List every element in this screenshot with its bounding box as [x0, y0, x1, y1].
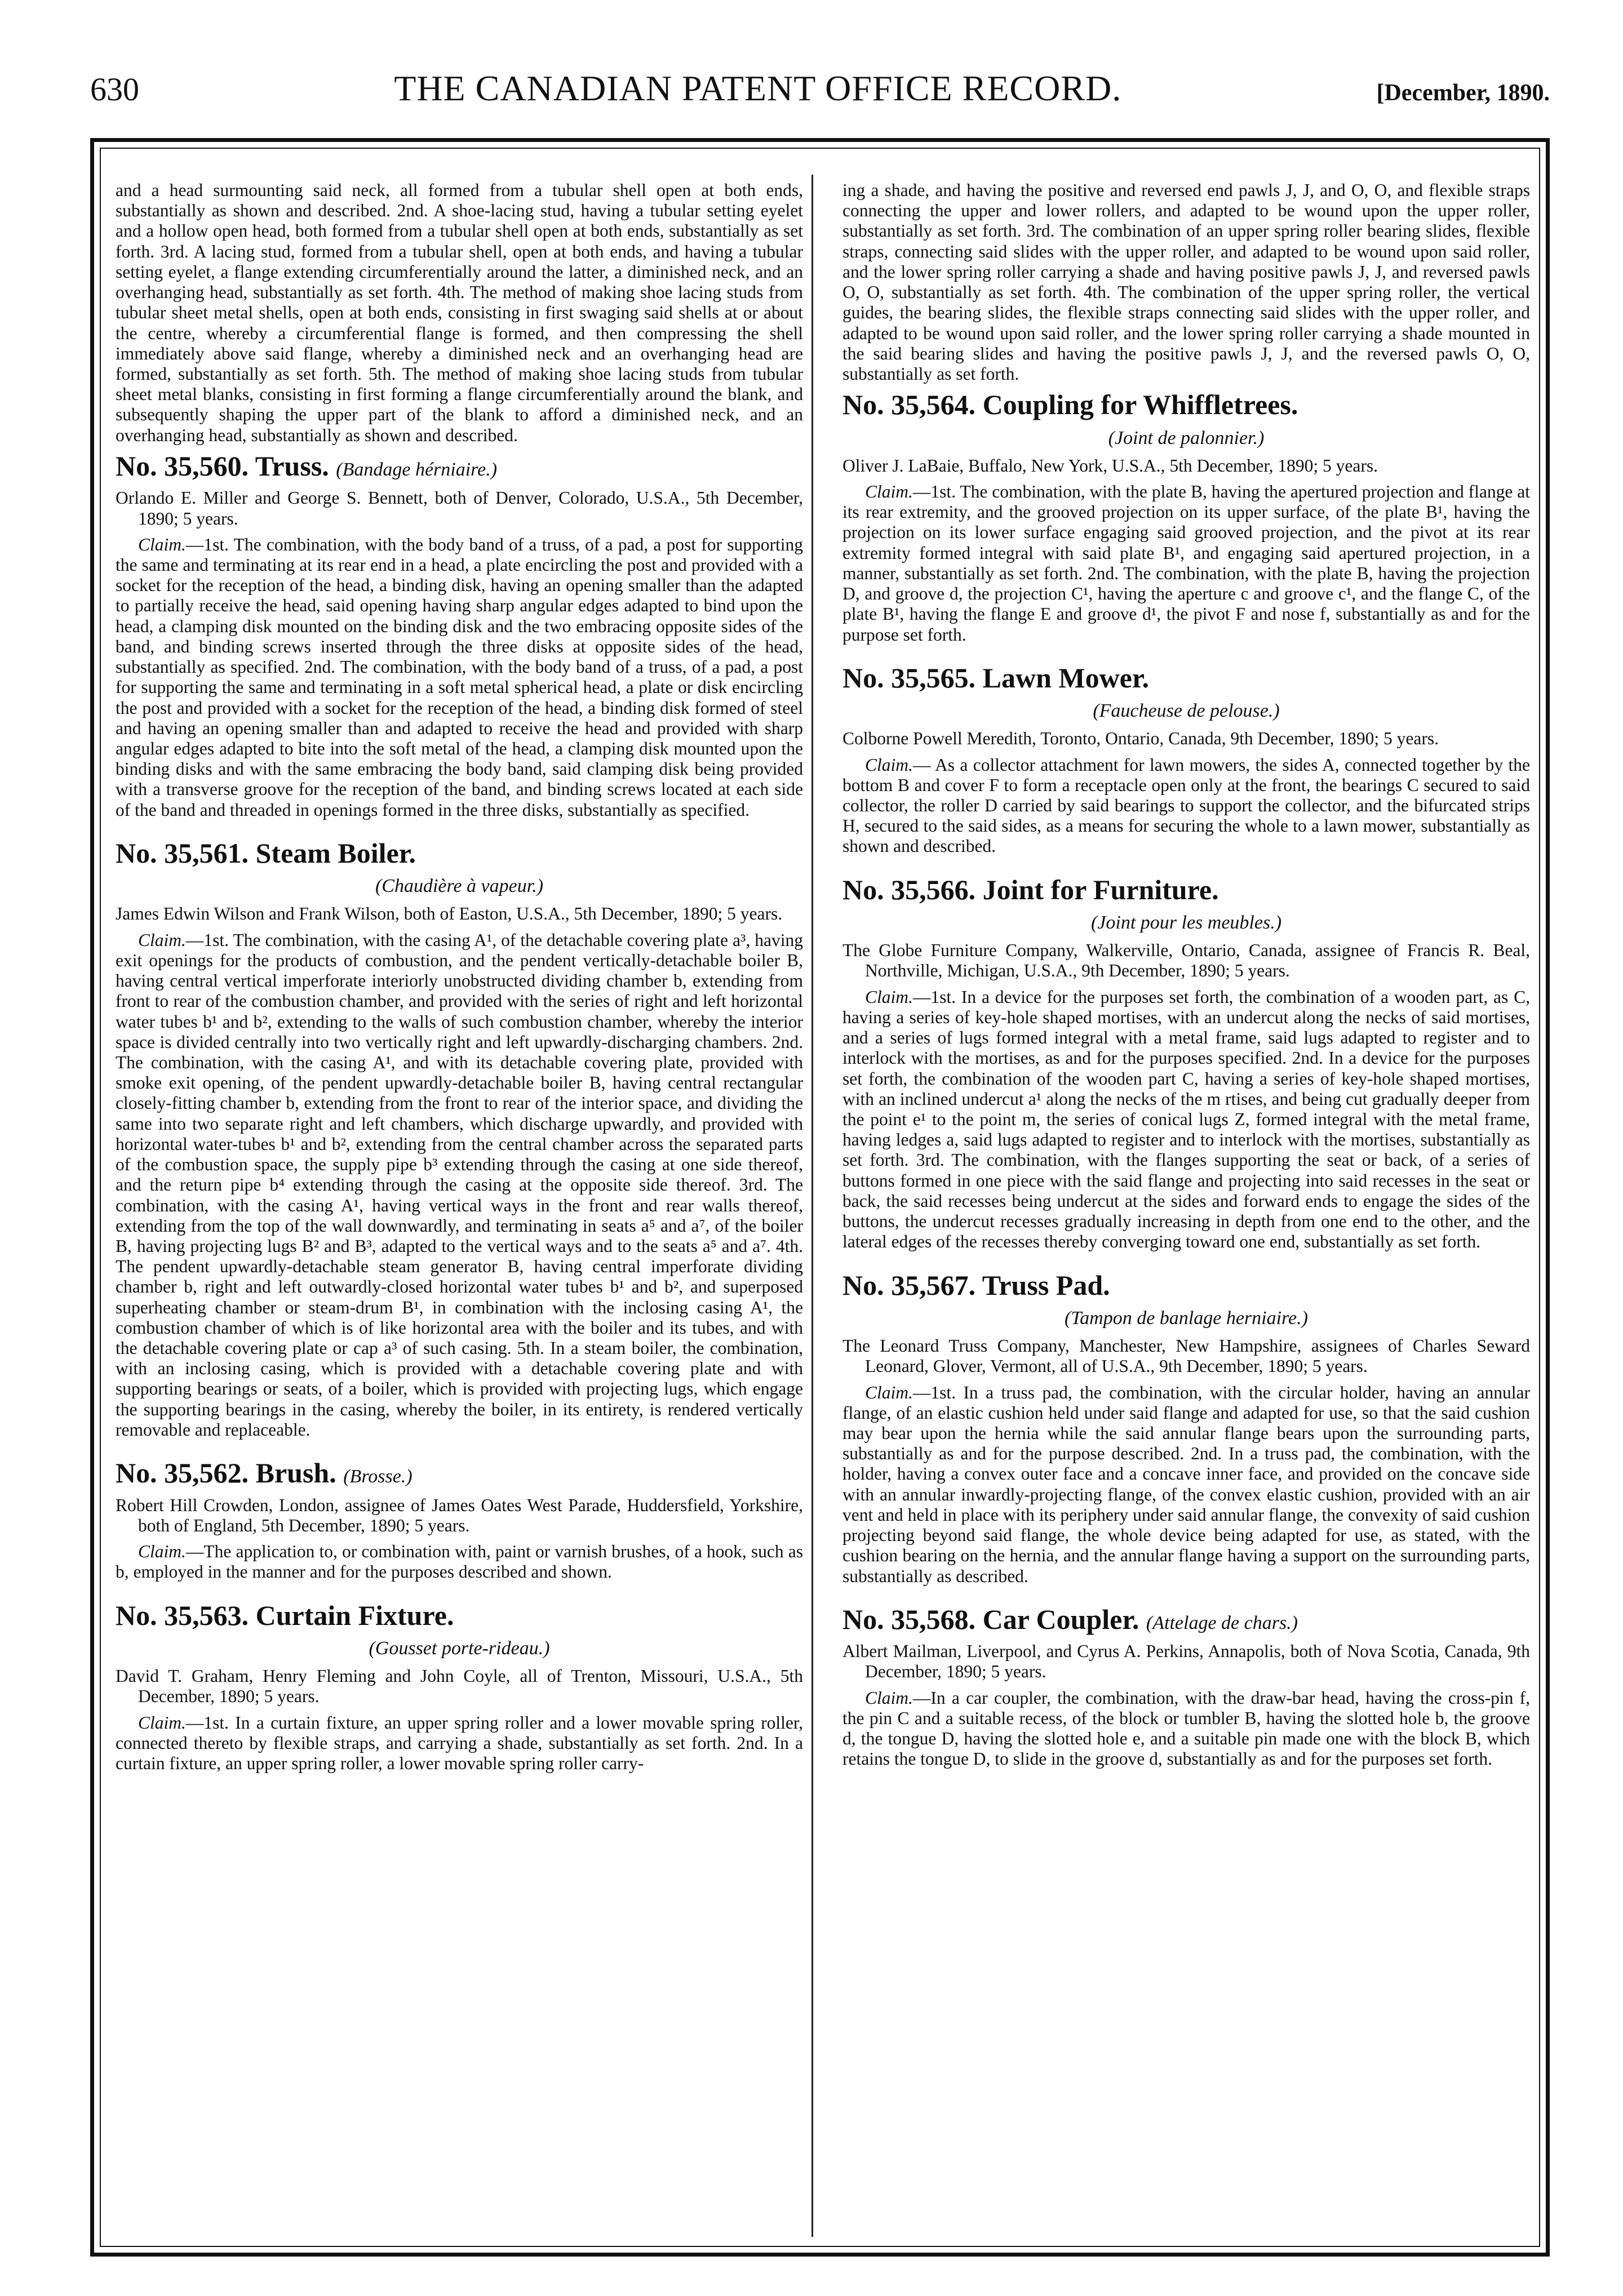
claim-text: — As a collector attachment for lawn mowers, the sides A, connected together by the bottom B and cover F to form a receptacle open only at the front, the bearings C secured to said collector, the roller D carried by said bearings to support the collector, and the bifurcated strips H, secured to the said sides, as a means for securing the whole to a lawn mower, substantially as shown and described. [842, 754, 1530, 856]
claim-text: —1st. The combination, with the plate B, having the apertured projection and flange at its rear extremity, and the grooved projection on its upper surface, of the plate B¹, having the projection on its lower surface engaging said grooved projection, and the pivot at its rear extremity formed integral with said plate B¹, and engaging said apertured projection, in a manner, substantially as set forth. 2nd. The combination, with the plate B, having the projection D, and groove d, the projection C¹, having the aperture c and groove c¹, and the flange C, of the plate B¹, having the flange E and groove d¹, the pivot F and nose f, substantially as and for the purpose set forth. [842, 482, 1530, 645]
patent-translation: (Brosse.) [343, 1466, 413, 1487]
patent-entry-35560 [116, 450, 803, 820]
claim-label: Claim. [865, 482, 913, 501]
claim-label: Claim. [865, 1687, 913, 1708]
patent-claim [116, 1542, 803, 1582]
patent-applicant: The Leonard Truss Company, Manchester, New Hampshire, assignees of Charles Seward Leonard, Glover, Vermont, all of U.S.A., 9th December, 1890; 5 years. [842, 1336, 1530, 1376]
patent-claim [842, 482, 1530, 645]
patent-title: Joint for Furniture. [982, 873, 1219, 905]
patent-claim [116, 535, 803, 820]
patent-translation: (Faucheuse de pelouse.) [1093, 700, 1280, 722]
patent-entry-35563 [116, 1600, 803, 1774]
patent-applicant: Oliver J. LaBaie, Buffalo, New York, U.S.A., 5th December, 1890; 5 years. [842, 455, 1378, 476]
patent-number: No. 35,566. [842, 873, 976, 905]
patent-title: Coupling for Whiffletrees. [982, 389, 1298, 421]
claim-text: —1st. In a truss pad, the combination, with the circular holder, having an annular flange, of an elastic cushion held under said flange and adapted for use, so that the said cushion may bear upon the hernia while the said annular flange bears upon the surrounding parts, substantially as and for the purpose described. 2nd. In a truss pad, the combination, with the holder, having a convex outer face and a concave inner face, and provided on the concave side with an annular inwardly-projecting flange, of the convex elastic cushion, provided with an air vent and held in place with its periphery under said annular flange, the convexity of said cushion projecting beyond said flange, the whole device being adapted for use, as stated, with the cushion bearing on the hernia, and the annular flange having a support on the surrounding parts, substantially as described. [842, 1382, 1530, 1586]
patent-applicant: James Edwin Wilson and Frank Wilson, both of Easton, U.S.A., 5th December, 1890; 5 years. [116, 904, 783, 924]
claim-label: Claim. [865, 754, 913, 775]
continued-claim-text: ing a shade, and having the positive and reversed end pawls J, J, and O, O, and flexible straps connecting the upper and lower rollers, and adapted to be wound upon the upper roller, substantially as set forth. 3rd. The combination of an upper spring roller bearing slides, flexible straps, connecting said slides with the upper roller, and adapted to be wound upon said roller, and the lower spring roller carrying a shade and having positive pawls J, J, and reversed pawls O, O, substantially as set forth. 4th. The combination of the upper spring roller, the vertical guides, the bearing slides, the flexible straps connecting said slides with the upper roller, and adapted to be wound upon said roller, and the lower spring roller carrying a shade mounted in the said bearing slides and having the positive pawls J, J, and the reversed pawls O, O, substantially as set forth. [842, 180, 1530, 384]
patent-claim [116, 930, 803, 1440]
patent-claim [842, 1688, 1530, 1770]
patent-title: Truss Pad. [982, 1269, 1110, 1301]
patent-translation: (Joint pour les meubles.) [1090, 912, 1282, 934]
issue-date: [December, 1890. [1376, 80, 1550, 106]
page-number: 630 [90, 71, 139, 108]
patent-entry-35568 [842, 1604, 1530, 1770]
patent-entry-35564 [842, 389, 1530, 645]
right-column [842, 180, 1530, 2231]
patent-number: No. 35,563. [116, 1599, 249, 1631]
patent-heading [116, 1457, 803, 1490]
patent-translation: (Bandage hérniaire.) [336, 459, 498, 480]
claim-text: —The application to, or combination with, paint or varnish brushes, of a hook, such as b, employed in the manner and for the purposes described and shown. [116, 1542, 803, 1582]
patent-applicant: The Globe Furniture Company, Walkerville, Ontario, Canada, assignee of Francis R. Beal, Northville, Michigan, U.S.A., 9th December, 1890; 5 years. [842, 940, 1530, 981]
patent-applicant: Orlando E. Miller and George S. Bennett, both of Denver, Colorado, U.S.A., 5th December, 1890; 5 years. [116, 488, 803, 529]
patent-claim [116, 1713, 803, 1774]
patent-title: Brush. [255, 1457, 336, 1489]
claim-label: Claim. [138, 534, 186, 554]
patent-heading [842, 1269, 1530, 1302]
patent-claim [842, 755, 1530, 857]
claim-text: —1st. In a curtain fixture, an upper spring roller and a lower movable spring roller, connected thereto by flexible straps, and carrying a shade, substantially as set forth. 2nd. In a curtain fixture, an upper spring roller, a lower movable spring roller carry- [116, 1712, 803, 1773]
patent-heading [842, 389, 1530, 421]
patent-entry-35562 [116, 1457, 803, 1582]
patent-number: No. 35,561. [116, 837, 249, 869]
claim-text: —1st. In a device for the purposes set forth, the combination of a wooden part, as C, having a series of key-hole shaped mortises, with an undercut along the necks of said mortises, and a series of lugs formed integral with a metal frame, said lugs adapted to register and to interlock with the mortises, as and for the purposes specified. 2nd. In a device for the purposes set forth, the combination of the wooden part C, having a series of key-hole shaped mortises, with an inclined undercut a¹ along the necks of the m rtises, and being cut gradually deeper from the point e¹ to the point m, the series of conical lugs Z, formed integral with the metal frame, having ledges a, said lugs adapted to register and to interlock with the mortises, substantially as set forth. 3rd. The combination, with the flanges supporting the seat or back, of a series of buttons formed in one piece with the said flange and projecting into said recesses in the seat or back, the said recesses being undercut at the sides and forward ends to engage the sides of the buttons, the undercut recesses gradually increasing in depth from one end to the other, and the lateral edges of the recesses thereby converging toward one end, substantially as set forth. [842, 987, 1530, 1252]
patent-applicant: Albert Mailman, Liverpool, and Cyrus A. Perkins, Annapolis, both of Nova Scotia, Canada, 9th December, 1890; 5 years. [842, 1641, 1530, 1682]
patent-claim [842, 1383, 1530, 1587]
patent-applicant: Robert Hill Crowden, London, assignee of James Oates West Parade, Huddersfield, Yorkshire, both of England, 5th December, 1890; 5 years. [116, 1495, 803, 1535]
patent-title: Curtain Fixture. [255, 1599, 454, 1631]
claim-label: Claim. [138, 1542, 186, 1562]
patent-title: Lawn Mower. [982, 661, 1149, 694]
patent-number: No. 35,567. [842, 1269, 976, 1301]
patent-title: Truss. [255, 450, 329, 482]
patent-heading [116, 837, 803, 870]
patent-translation: (Gousset porte-rideau.) [369, 1638, 550, 1659]
patent-translation: (Tampon de banlage herniaire.) [1065, 1308, 1308, 1329]
claim-text: —1st. The combination, with the body band of a truss, of a pad, a post for supporting the same and terminating at its rear end in a head, a plate encircling the post and provided with a socket for the reception of the head, a binding disk, having an opening smaller than the adapted to partially receive the head, said opening having sharp angular edges adapted to bind upon the head, a clamping disk mounted on the binding disk and the two embracing opposite sides of the band, and binding screws inserted through the three disks at opposite sides of the head, substantially as specified. 2nd. The combination, with the body band of a truss, of a pad, a post for supporting the same and terminating in a soft metal spherical head, a plate or disk encircling the post and provided with a socket for the reception of the head, a binding disk formed of steel and having an opening smaller than and adapted to receive the head and provided with sharp angular edges adapted to bite into the soft metal of the head, a clamping disk mounted upon the binding disks and with the same embracing the body band, said clamping disk being provided with a transverse groove for the reception of the band, and binding screws located at each side of the band and threaded in openings formed in the three disks, substantially as specified. [116, 534, 803, 820]
patent-heading [842, 1604, 1530, 1636]
patent-claim [842, 987, 1530, 1253]
patent-title: Car Coupler. [982, 1603, 1139, 1635]
patent-translation: (Joint de palonnier.) [1108, 427, 1265, 448]
patent-translation: (Attelage de chars.) [1146, 1612, 1298, 1633]
patent-heading [116, 450, 803, 483]
patent-number: No. 35,564. [842, 389, 976, 421]
patent-number: No. 35,560. [116, 450, 249, 482]
patent-number: No. 35,562. [116, 1457, 249, 1489]
patent-number: No. 35,565. [842, 661, 976, 694]
claim-label: Claim. [138, 1712, 186, 1733]
patent-heading [842, 874, 1530, 907]
patent-number: No. 35,568. [842, 1603, 976, 1635]
claim-label: Claim. [865, 987, 913, 1007]
patent-heading [842, 662, 1530, 695]
claim-label: Claim. [865, 1382, 913, 1402]
patent-translation: (Chaudière à vapeur.) [375, 876, 544, 897]
left-column [116, 180, 803, 2231]
patent-heading [116, 1600, 803, 1632]
patent-entry-35565 [842, 662, 1530, 857]
publication-title: THE CANADIAN PATENT OFFICE RECORD. [394, 68, 1122, 108]
patent-title: Steam Boiler. [255, 837, 416, 869]
page-header [90, 68, 1550, 113]
patent-applicant: Colborne Powell Meredith, Toronto, Ontario, Canada, 9th December, 1890; 5 years. [842, 729, 1439, 749]
patent-entry-35561 [116, 837, 803, 1440]
column-divider [812, 175, 813, 2237]
continued-claim-text: and a head surmounting said neck, all formed from a tubular shell open at both ends, substantially as shown and described. 2nd. A shoe-lacing stud, having a tubular setting eyelet and a hollow open head, both formed from a tubular shell open at both ends, substantially as set forth. 3rd. A lacing stud, formed from a tubular shell, open at both ends, and having a tubular setting eyelet, a flange extending circumferentially around the latter, a diminished neck, and an overhanging head, substantially as set forth. 4th. The method of making shoe lacing studs from tubular sheet metal shells, open at both ends, consisting in first swaging said shells at or about the centre, whereby a circumferential flange is formed, and then compressing the shell immediately above said flange, whereby a diminished neck and an overhanging head are formed, substantially as set forth. 5th. The method of making shoe lacing studs from tubular sheet metal blanks, consisting in first forming a flange circumferentially around the blank, and subsequently shaping the upper part of the blank to afford a diminished neck, and an overhanging head, substantially as shown and described. [116, 180, 803, 445]
claim-label: Claim. [138, 930, 186, 950]
patent-entry-35566 [842, 874, 1530, 1253]
patent-entry-35567 [842, 1269, 1530, 1587]
patent-applicant: David T. Graham, Henry Fleming and John Coyle, all of Trenton, Missouri, U.S.A., 5th December, 1890; 5 years. [116, 1666, 803, 1707]
claim-text: —In a car coupler, the combination, with the draw-bar head, having the cross-pin f, the pin C and a suitable recess, of the block or tumbler B, having the slotted hole b, the groove d, the tongue D, having the slotted hole e, and a suitable pin made one with the block B, which retains the tongue D, to slide in the groove d, substantially as and for the purposes set forth. [842, 1687, 1530, 1769]
claim-text: —1st. The combination, with the casing A¹, of the detachable covering plate a³, having exit openings for the products of combustion, and the pendent vertically-detachable boiler B, having central vertical imperforate interiorly unobstructed dividing chamber b, extending from front to rear of the combustion chamber, and provided with the series of right and left horizontal water tubes b¹ and b², extending to the walls of such combustion chamber, whereby the interior space is divided centrally into two vertically right and left upwardly-discharging chambers. 2nd. The combination, with the casing A¹, and with its detachable covering plate, provided with smoke exit opening, of the pendent upwardly-detachable boiler B, having central rectangular closely-fitting chamber b, extending from the front to rear of the interior space, and dividing the same into two separate right and left chambers, which discharge upwardly, and provided with horizontal water-tubes b¹ and b², extending from the central chamber across the separated parts of the combustion space, the supply pipe b³ extending through the casing at one side thereof, and the return pipe b⁴ extending through the casing at the opposite side thereof. 3rd. The combination, with the casing A¹, having vertical ways in the front and rear walls thereof, extending from the top of the wall downwardly, and terminating in seats a⁵ and a⁷, of the boiler B, having projecting lugs B² and B³, adapted to the vertical ways and to the seats a⁵ and a⁷. 4th. The pendent upwardly-detachable steam generator B, having central imperforate dividing chamber b, right and left outwardly-closed horizontal water tubes b¹ and b², and superposed superheating chamber or steam-drum B¹, in combination with the inclosing casing A¹, the combustion chamber of which is of like horizontal area with the boiler and its tubes, and with the detachable covering plate or cap a³ of such casing. 5th. In a steam boiler, the combination, with an inclosing casing, which is provided with a detachable covering plate and with supporting bearings or seats, of a boiler, which is provided with projecting lugs, which engage the supporting bearings in the casing, whereby the boiler, in its entirety, is rendered vertically removable and replaceable. [116, 930, 803, 1440]
